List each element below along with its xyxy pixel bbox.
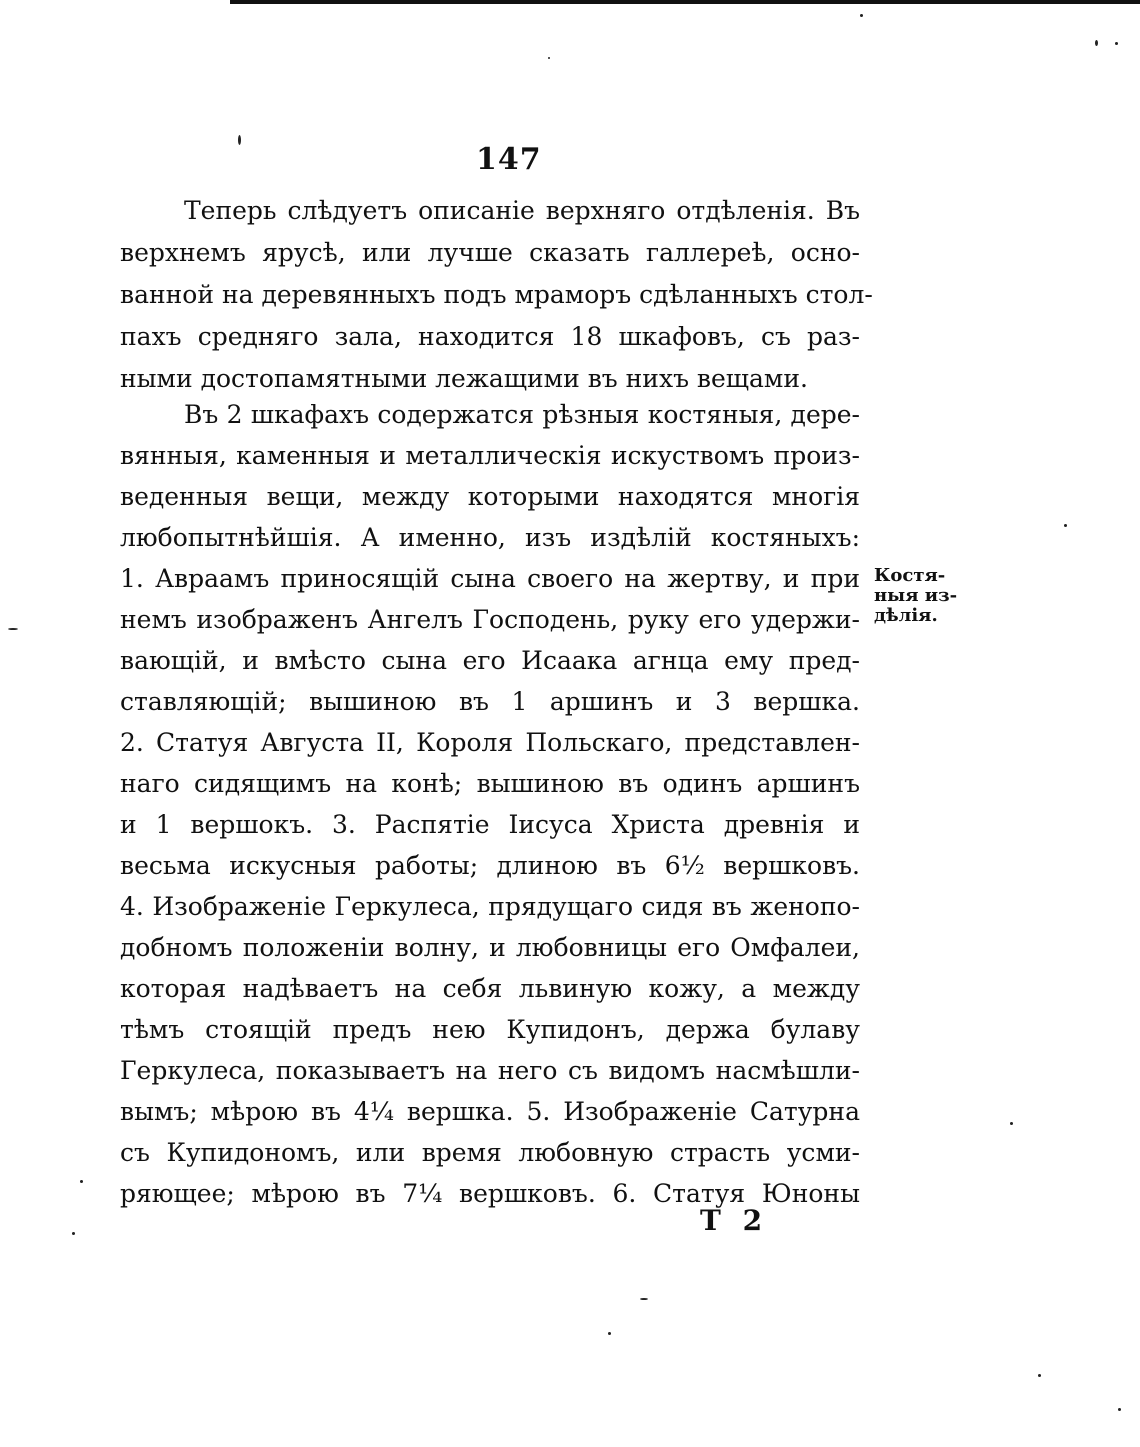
text-line: которая надѣваетъ на себя львиную кожу, а между — [120, 974, 860, 1003]
text-line: вянныя, каменныя и металлическія искуствомъ произ- — [120, 441, 860, 470]
scan-speck — [72, 1232, 75, 1235]
text-line: Въ 2 шкафахъ содержатся рѣзныя костяныя, дере- — [184, 400, 860, 429]
scan-speck — [1038, 1374, 1041, 1377]
scan-speck — [640, 1298, 648, 1300]
scan-speck — [860, 14, 863, 17]
text-line: ряющее; мѣрою въ 7¼ вершковъ. 6. Статуя Юноны — [120, 1179, 860, 1208]
scan-speck — [238, 135, 241, 145]
scan-speck — [80, 1180, 83, 1183]
text-line: пахъ средняго зала, находится 18 шкафовъ, съ раз- — [120, 322, 860, 351]
scan-speck — [608, 1332, 611, 1335]
margin-note-line: дѣлія. — [874, 605, 938, 626]
text-line: вымъ; мѣрою въ 4¼ вершка. 5. Изображеніе Сатурна — [120, 1097, 860, 1126]
text-line: тѣмъ стоящій предъ нею Купидонъ, держа булаву — [120, 1015, 860, 1044]
text-line: Геркулеса, показываетъ на него съ видомъ насмѣшли- — [120, 1056, 860, 1085]
text-line: и 1 вершокъ. 3. Распятіе Іисуса Христа древнія и — [120, 810, 860, 839]
text-line: добномъ положеніи волну, и любовницы его Омфалеи, — [120, 933, 860, 962]
top-border-line — [230, 0, 1140, 4]
text-line: весьма искусныя работы; длиною въ 6½ вершковъ. — [120, 851, 860, 880]
margin-note-line: ныя из- — [874, 585, 958, 606]
text-line: верхнемъ ярусѣ, или лучше сказать галлереѣ, осно- — [120, 238, 860, 267]
scan-speck — [1115, 42, 1118, 45]
text-line: немъ изображенъ Ангелъ Господень, руку его удержи- — [120, 605, 860, 634]
text-line: веденныя вещи, между которыми находятся многія — [120, 482, 860, 511]
text-line: ванной на деревянныхъ подъ мраморъ сдѣланныхъ стол- — [120, 280, 873, 309]
text-line: ставляющій; вышиною въ 1 аршинъ и 3 вершка. — [120, 687, 860, 716]
signature-mark: Т 2 — [700, 1204, 769, 1237]
scan-speck — [1095, 40, 1098, 46]
text-line: 2. Статуя Августа II, Короля Польскаго, представлен- — [120, 728, 860, 757]
text-line: 4. Изображеніе Геркулеса, прядущаго сидя въ женопо- — [120, 892, 860, 921]
text-line: наго сидящимъ на конѣ; вышиною въ одинъ аршинъ — [120, 769, 860, 798]
scan-speck — [1010, 1122, 1013, 1125]
scan-speck — [548, 57, 550, 59]
text-line: вающій, и вмѣсто сына его Исаака агнца ему пред- — [120, 646, 860, 675]
page-number: 147 — [476, 142, 542, 177]
text-line: съ Купидономъ, или время любовную страсть усми- — [120, 1138, 860, 1167]
text-line: 1. Авраамъ приносящій сына своего на жертву, и при — [120, 564, 860, 593]
scan-speck — [1118, 1408, 1121, 1411]
scan-speck — [8, 628, 18, 630]
text-line: ными достопамятными лежащими въ нихъ вещами. — [120, 364, 808, 393]
margin-note-line: Костя- — [874, 565, 946, 586]
text-line: Теперь слѣдуетъ описаніе верхняго отдѣленія. Въ — [184, 196, 860, 225]
text-line: любопытнѣйшія. А именно, изъ издѣлій костяныхъ: — [120, 523, 860, 552]
margin-note — [874, 566, 974, 626]
scan-speck — [1064, 524, 1067, 527]
